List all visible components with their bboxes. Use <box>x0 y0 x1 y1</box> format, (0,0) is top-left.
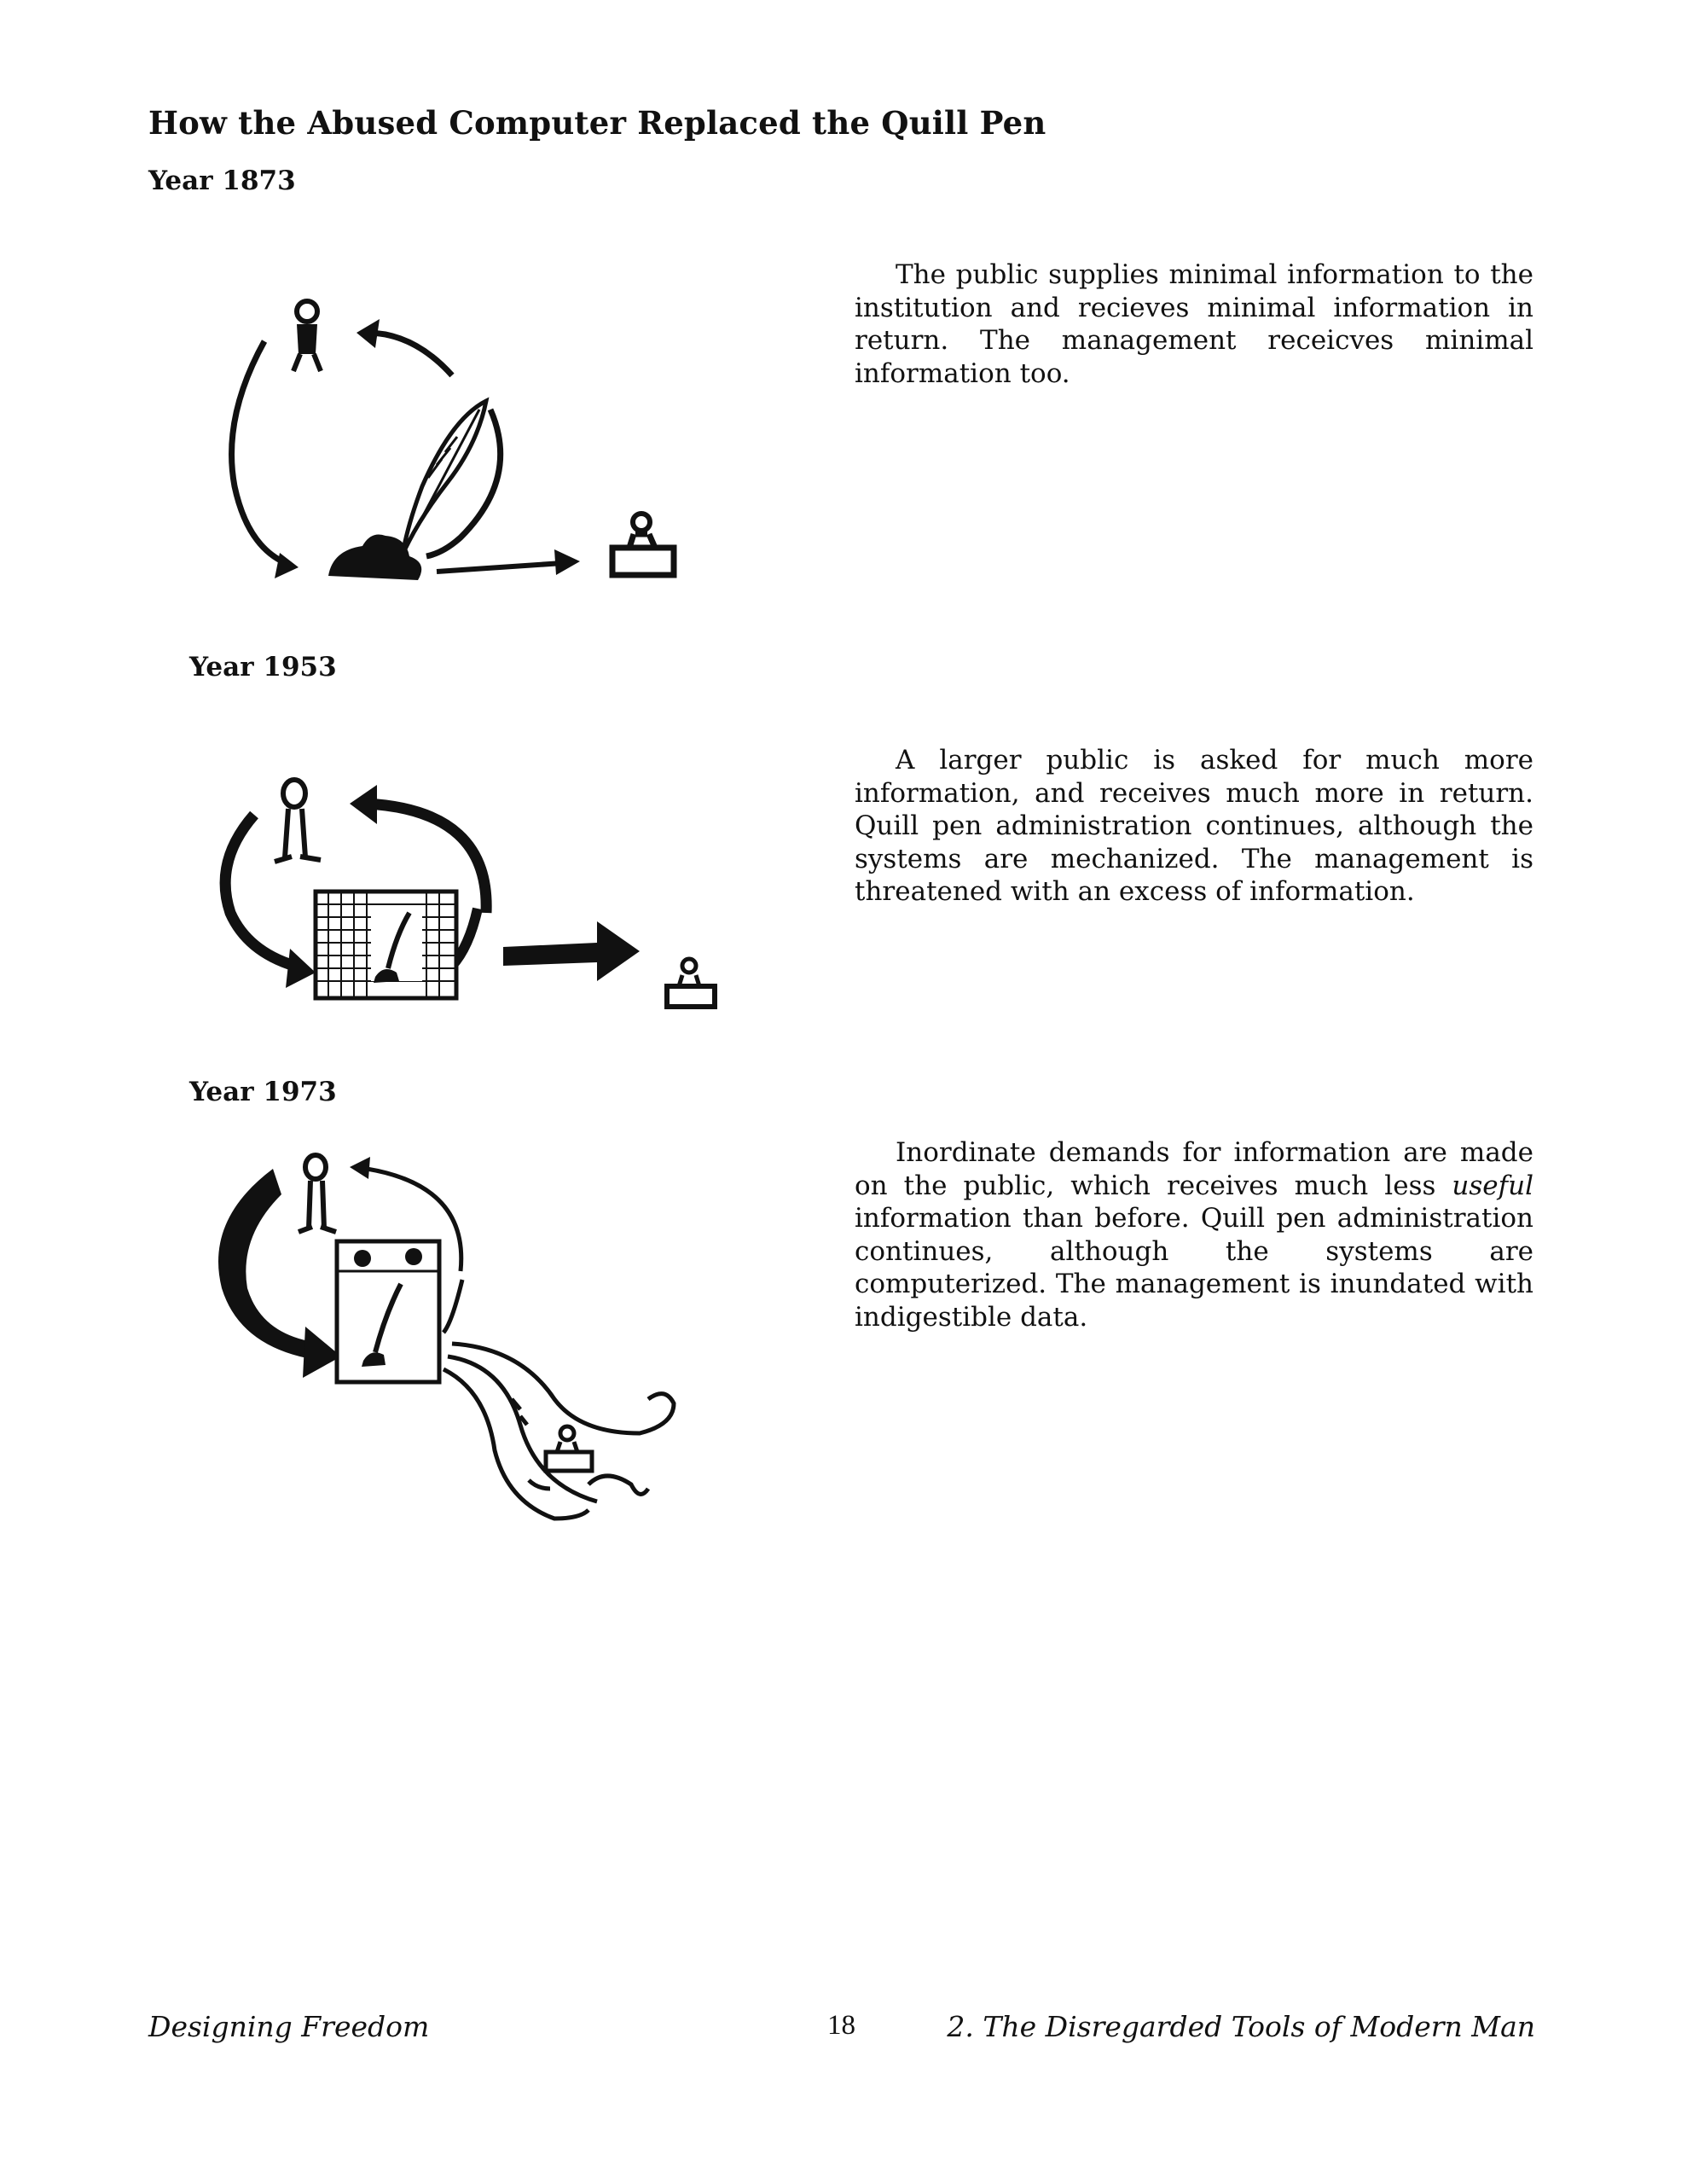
illustration-1873 <box>205 282 699 589</box>
year-heading-1973: Year 1973 <box>189 1077 337 1107</box>
manager-desk-icon <box>667 959 715 1007</box>
person-icon <box>275 780 321 862</box>
grid-machine-icon <box>316 892 456 998</box>
computer-icon <box>337 1241 439 1382</box>
footer-chapter-title: 2. The Disregarded Tools of Modern Man <box>947 2010 1535 2043</box>
person-icon <box>299 1155 336 1232</box>
arrow-icon <box>357 319 452 375</box>
illustration-1953 <box>196 768 725 1024</box>
description-1953: A larger public is asked for much more information, and receives much more in return. Quill pen administration continues, although the systems are mechanized. The management is threatened with an excess of information. <box>855 745 1533 907</box>
description-1973-part-1: Inordinate demands for information are made on the public, which receives much less <box>855 1137 1533 1201</box>
page-title: How the Abused Computer Replaced the Quill Pen <box>148 104 1046 142</box>
footer-book-title: Designing Freedom <box>148 2010 430 2043</box>
description-1873: The public supplies minimal information to the institution and recieves minimal information in return. The management receicves minimal information too. <box>855 259 1533 389</box>
quill-pen-icon <box>403 401 486 555</box>
page-number: 18 <box>827 2010 855 2041</box>
description-1973 <box>855 1136 1533 1333</box>
person-icon <box>293 301 321 371</box>
emphasis-useful: useful <box>1452 1170 1533 1201</box>
arrow-icon <box>503 921 640 981</box>
manager-desk-icon <box>612 514 674 575</box>
year-heading-1873: Year 1873 <box>148 166 296 196</box>
manager-desk-icon <box>546 1426 592 1471</box>
description-1973-part-2: information than before. Quill pen administration continues, although the systems are computerized. The management is inundated with indigestible data. <box>855 1203 1533 1333</box>
arrow-icon <box>437 549 580 575</box>
year-heading-1953: Year 1953 <box>189 652 337 682</box>
illustration-1973 <box>196 1143 742 1536</box>
arrow-icon <box>232 341 299 578</box>
